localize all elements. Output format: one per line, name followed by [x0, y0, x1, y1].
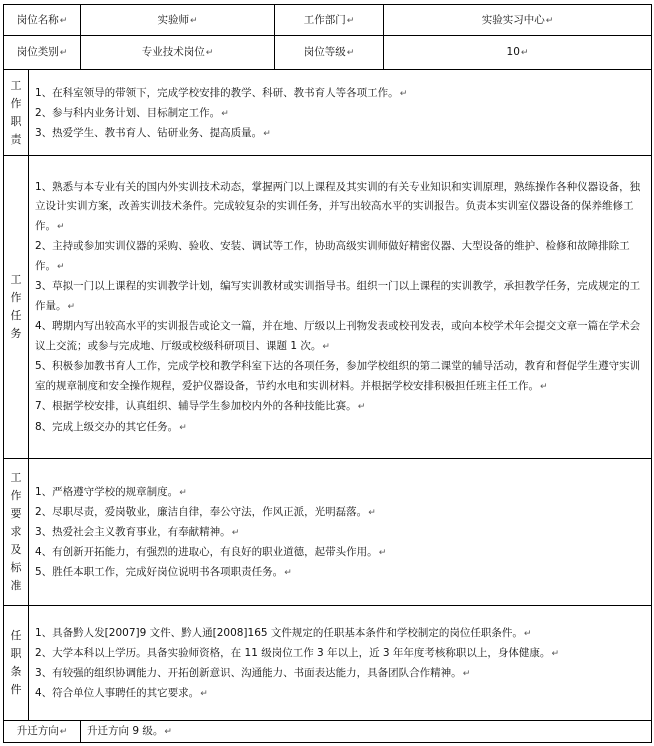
promotion-label-cell: [4, 721, 81, 743]
post-type-value-cell: [81, 36, 275, 70]
label-char: 标: [10, 561, 22, 574]
label-char: 作: [10, 291, 22, 304]
qualification-item: 2、大学本科以上学历。具备实验师资格，在 11 级岗位工作 3 年以上，近 3 年年度考核称职以上，身体健康。↵: [35, 647, 559, 659]
paragraph-mark: ↵: [520, 48, 529, 58]
requirements-content: [29, 459, 652, 606]
label-char: 工: [10, 471, 22, 484]
duty-item: 3、热爱学生、教书育人、钻研业务、提高质量。↵: [35, 126, 271, 139]
duty-item: 2、参与科内业务计划、目标制定工作。↵: [35, 106, 229, 119]
paragraph-mark: ↵: [346, 48, 355, 58]
paragraph-mark: ↵: [368, 508, 376, 518]
promotion-value-cell: [81, 721, 652, 743]
post-type-label: 岗位类别: [16, 46, 59, 58]
paragraph-mark: ↵: [523, 629, 532, 639]
post-name-value-cell: [81, 5, 275, 36]
task-item: 8、完成上级交办的其它任务。↵: [35, 420, 187, 433]
promotion-row: [4, 721, 652, 743]
paragraph-mark: ↵: [221, 108, 229, 119]
label-char: 务: [10, 327, 22, 340]
duty-item: 1、在科室领导的带领下，完成学校安排的教学、科研、教书育人等各项工作。↵: [35, 86, 408, 99]
task-item: 3、草拟一门以上课程的实训教学计划，编写实训教材或实训指导书。组织一门以上课程的实训教学，承担教学任务，完成规定的工作量。↵: [35, 280, 641, 312]
paragraph-mark: ↵: [179, 488, 187, 498]
paragraph-mark: ↵: [322, 341, 330, 352]
requirements-row: [4, 459, 652, 606]
promotion-label: 升迁方向: [16, 725, 59, 737]
promotion-value: 升迁方向 9 级。: [87, 725, 164, 737]
header-row-2: [4, 36, 652, 70]
qualification-item: 3、有较强的组织协调能力、开拓创新意识、沟通能力、书面表达能力，具备团队合作精神。↵: [35, 667, 471, 679]
label-char: 任: [10, 309, 22, 322]
job-description-table: [3, 4, 652, 743]
post-grade-value-cell: [384, 36, 652, 70]
qualifications-label: [4, 606, 29, 721]
post-type-label-cell: [4, 36, 81, 70]
paragraph-mark: ↵: [59, 15, 68, 26]
post-name-label: 岗位名称: [16, 13, 59, 26]
qualification-item: 1、具备黔人发[2007]9 文件、黔人通[2008]165 文件规定的任职基本条件和学校制定的岗位任职条件。↵: [35, 627, 532, 639]
qualification-item: 4、符合单位人事聘任的其它要求。↵: [35, 687, 208, 699]
tasks-row: [4, 156, 652, 459]
label-char: 工: [10, 78, 22, 92]
label-char: 及: [10, 543, 22, 556]
qualifications-row: [4, 606, 652, 721]
paragraph-mark: ↵: [378, 548, 387, 558]
label-char: 要: [10, 507, 22, 520]
post-type-value: 专业技术岗位: [141, 46, 205, 58]
task-item: 1、熟悉与本专业有关的国内外实训技术动态，掌握两门以上课程及其实训的有关专业知识和实训原理，熟练操作各种仪器设备，独立设计实训方案，改善实训技术条件。完成较复杂的实训任务，并写出较高水平的实训报告。负责本实训室仪器设备的保养维修工作。↵: [35, 180, 641, 232]
paragraph-mark: ↵: [179, 422, 187, 433]
requirement-item: 4、有创新开拓能力，有强烈的进取心，有良好的职业道德，起带头作用。↵: [35, 546, 387, 558]
label-char: 责: [10, 132, 22, 146]
paragraph-mark: ↵: [57, 261, 65, 272]
label-char: 工: [10, 273, 22, 286]
paragraph-mark: ↵: [67, 301, 76, 312]
paragraph-mark: ↵: [284, 568, 292, 578]
label-char: 职: [10, 647, 22, 660]
requirement-item: 3、热爱社会主义教育事业，有奉献精神。↵: [35, 526, 240, 538]
dept-value: 实验实习中心: [481, 13, 545, 26]
paragraph-mark: ↵: [189, 15, 198, 26]
paragraph-mark: ↵: [59, 727, 68, 737]
label-char: 作: [10, 96, 22, 110]
paragraph-mark: ↵: [164, 727, 172, 737]
paragraph-mark: ↵: [263, 128, 271, 139]
tasks-content: [29, 156, 652, 459]
post-grade-label-cell: [275, 36, 384, 70]
paragraph-mark: ↵: [551, 649, 559, 659]
dept-label: 工作部门: [303, 13, 346, 26]
post-name-value: 实验师: [157, 13, 189, 26]
label-char: 条: [10, 665, 22, 678]
label-char: 职: [10, 114, 22, 128]
paragraph-mark: ↵: [59, 48, 68, 58]
label-char: 求: [10, 525, 22, 538]
requirements-label: [4, 459, 29, 606]
paragraph-mark: ↵: [462, 669, 471, 679]
paragraph-mark: ↵: [346, 15, 355, 26]
duties-row: [4, 70, 652, 156]
paragraph-mark: ↵: [200, 689, 208, 699]
paragraph-mark: ↵: [357, 402, 366, 413]
paragraph-mark: ↵: [205, 48, 214, 58]
post-name-label-cell: [4, 5, 81, 36]
duties-content: [29, 70, 652, 156]
requirement-item: 5、胜任本职工作，完成好岗位说明书各项职责任务。↵: [35, 566, 292, 578]
dept-label-cell: [275, 5, 384, 36]
paragraph-mark: ↵: [57, 221, 65, 232]
paragraph-mark: ↵: [231, 528, 240, 538]
dept-value-cell: [384, 5, 652, 36]
post-grade-label: 岗位等级: [303, 46, 346, 58]
task-item: 5、积极参加教书育人工作，完成学校和教学科室下达的各项任务，参加学校组织的第二课堂的辅导活动，教育和督促学生遵守实训室的规章制度和安全操作规程，爱护仪器设备，节约水电和实训材料。并根据学校安排积极担任班主任工作。↵: [35, 360, 641, 392]
requirement-item: 1、严格遵守学校的规章制度。↵: [35, 486, 187, 498]
paragraph-mark: ↵: [399, 88, 408, 99]
task-item: 4、聘期内写出较高水平的实训报告或论文一篇，并在地、厅级以上刊物发表或校刊发表，或向本校学术年会提交文章一篇在学术会议上交流；或参与完成地、厅级或校级科研项目、课题 1 次。↵: [35, 320, 641, 352]
task-item: 2、主持或参加实训仪器的采购、验收、安装、调试等工作，协助高级实训师做好精密仪器、大型设备的维护、检修和故障排除工作。↵: [35, 240, 630, 272]
requirement-item: 2、尽职尽责，爱岗敬业，廉洁自律，奉公守法，作风正派，光明磊落。↵: [35, 506, 376, 518]
label-char: 任: [10, 629, 22, 642]
post-grade-value: 10: [506, 46, 520, 58]
tasks-label: [4, 156, 29, 459]
task-item: 7、根据学校安排，认真组织、辅导学生参加校内外的各种技能比赛。↵: [35, 400, 366, 413]
qualifications-content: [29, 606, 652, 721]
duties-label: [4, 70, 29, 156]
label-char: 作: [10, 489, 22, 502]
header-row-1: [4, 5, 652, 36]
label-char: 准: [10, 579, 22, 592]
paragraph-mark: ↵: [540, 381, 548, 392]
label-char: 件: [10, 683, 22, 696]
paragraph-mark: ↵: [545, 15, 554, 26]
